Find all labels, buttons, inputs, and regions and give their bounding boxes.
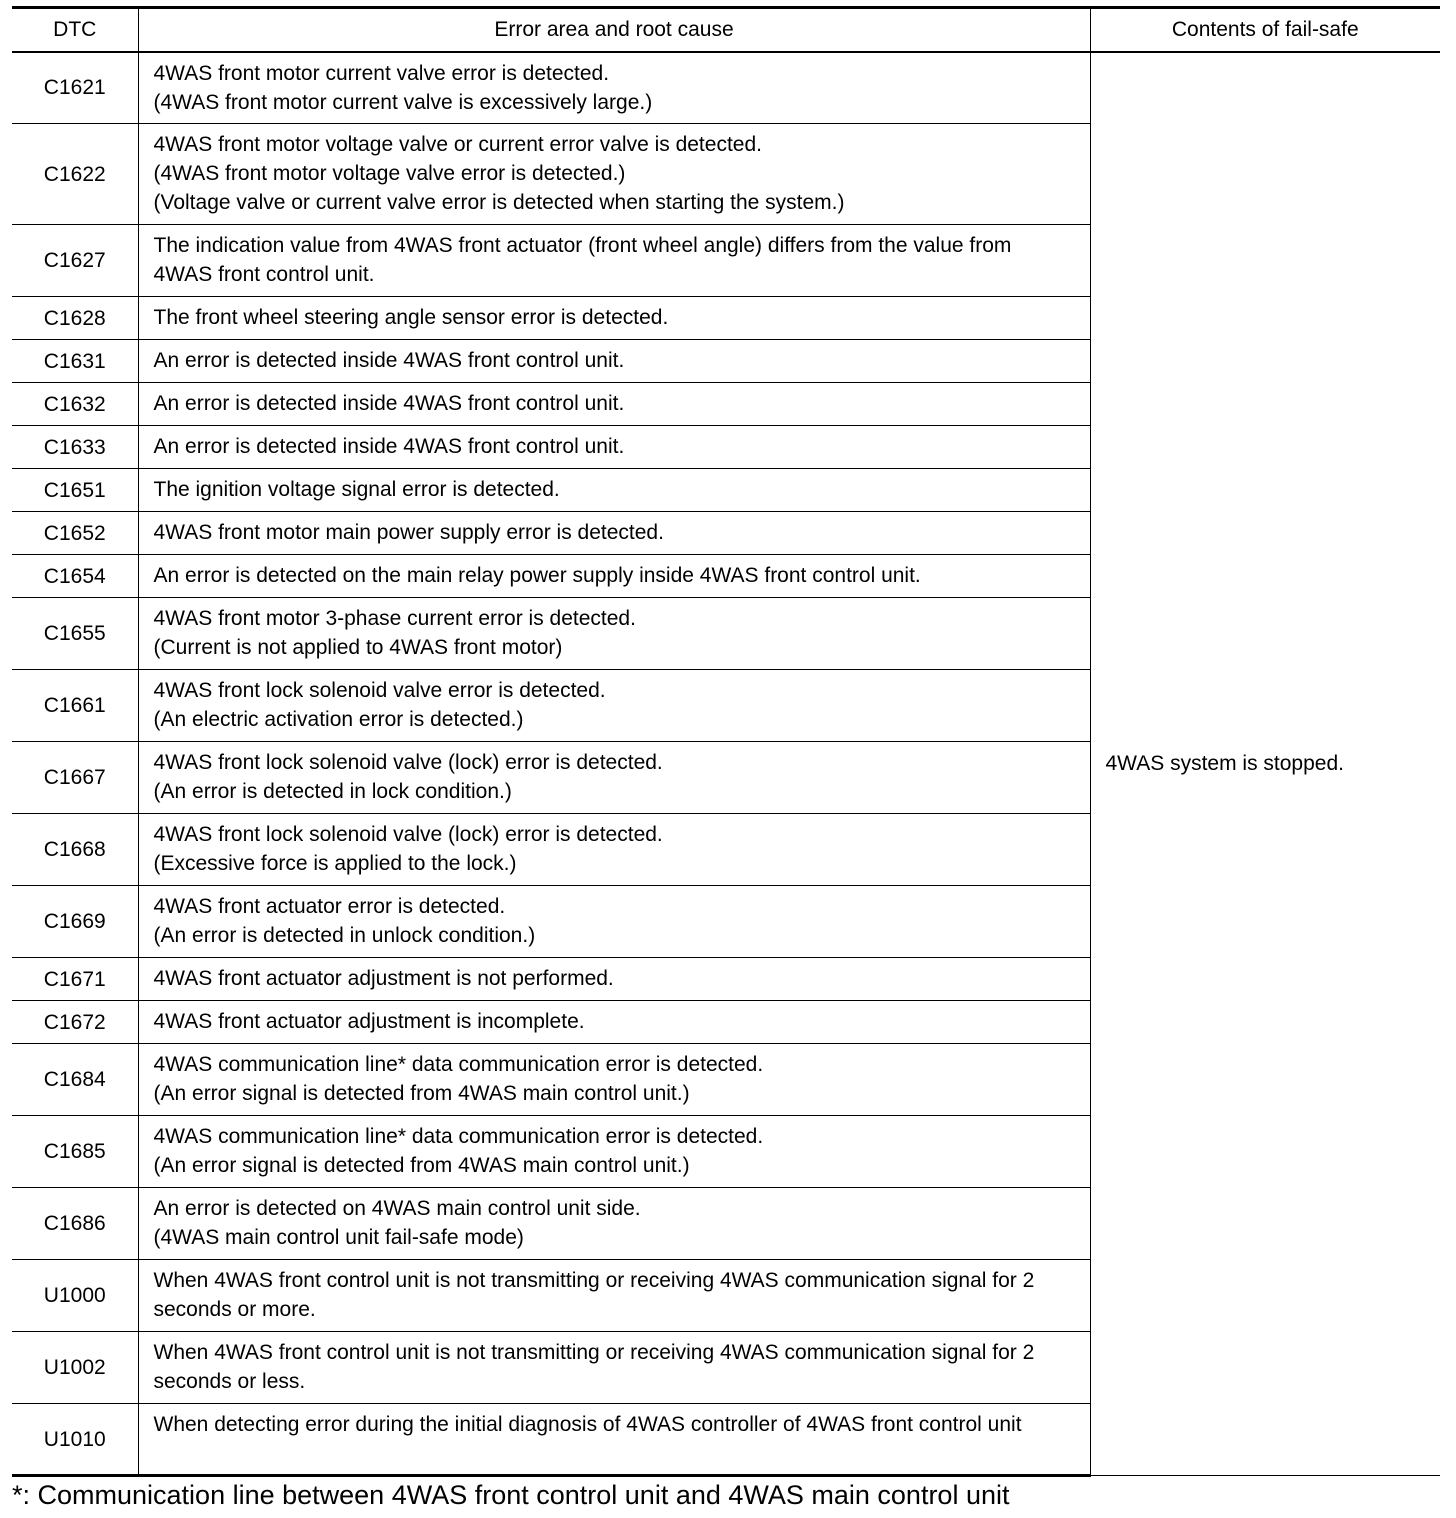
cause-line: 4WAS front motor main power supply error is detected.	[153, 521, 664, 544]
error-cause	[138, 1404, 1090, 1476]
dtc-code: U1010	[12, 1404, 138, 1476]
dtc-code: C1684	[12, 1044, 138, 1116]
header-fail-safe: Contents of fail-safe	[1090, 8, 1440, 52]
cause-line: (4WAS main control unit fail-safe mode)	[153, 1226, 524, 1249]
dtc-code: C1621	[12, 52, 138, 124]
dtc-code: C1627	[12, 225, 138, 297]
cause-line: 4WAS front lock solenoid valve (lock) error is detected.	[153, 751, 663, 774]
error-cause	[138, 426, 1090, 469]
table-header-row	[12, 8, 1440, 52]
error-cause	[138, 1332, 1090, 1404]
dtc-code: C1655	[12, 598, 138, 670]
cause-line: 4WAS front motor current valve error is detected.	[153, 61, 610, 85]
error-cause	[138, 225, 1090, 297]
error-cause	[138, 1188, 1090, 1260]
dtc-code: C1668	[12, 814, 138, 886]
cause-line: An error is detected on the main relay power supply inside 4WAS front control unit.	[153, 564, 921, 587]
cause-line: 4WAS front actuator adjustment is incomplete.	[153, 1010, 585, 1033]
cause-line: (4WAS front motor voltage valve error is detected.)	[153, 162, 626, 185]
footnote: *: Communication line between 4WAS front control unit and 4WAS main control unit	[12, 1480, 1010, 1510]
cause-line: (Voltage valve or current valve error is detected when starting the system.)	[153, 191, 845, 214]
cause-line: (Current is not applied to 4WAS front motor)	[153, 636, 563, 659]
document-page	[12, 6, 1440, 1477]
error-cause	[138, 598, 1090, 670]
cause-line: 4WAS communication line* data communication error is detected.	[153, 1053, 764, 1076]
cause-line: 4WAS communication line* data communication error is detected.	[153, 1125, 764, 1148]
error-cause	[138, 670, 1090, 742]
error-cause	[138, 340, 1090, 383]
dtc-code: C1686	[12, 1188, 138, 1260]
error-cause	[138, 958, 1090, 1001]
cause-line: (An error signal is detected from 4WAS main control unit.)	[153, 1082, 690, 1105]
dtc-code: U1000	[12, 1260, 138, 1332]
dtc-code: C1652	[12, 512, 138, 555]
cause-line: An error is detected inside 4WAS front control unit.	[153, 435, 625, 458]
cause-line: (An error is detected in lock condition.)	[153, 780, 512, 803]
error-cause	[138, 383, 1090, 426]
dtc-code: C1685	[12, 1116, 138, 1188]
error-cause	[138, 1044, 1090, 1116]
header-error-area: Error area and root cause	[138, 8, 1090, 52]
table-body	[12, 52, 1440, 1476]
cause-line: 4WAS front actuator adjustment is not performed.	[153, 967, 614, 990]
dtc-code: C1633	[12, 426, 138, 469]
table-row	[12, 52, 1440, 124]
dtc-code: C1669	[12, 886, 138, 958]
dtc-code: C1651	[12, 469, 138, 512]
dtc-code: C1667	[12, 742, 138, 814]
cause-line: When 4WAS front control unit is not transmitting or receiving 4WAS communication signal for 2 seconds or more.	[153, 1269, 1035, 1321]
error-cause	[138, 512, 1090, 555]
header-dtc: DTC	[12, 8, 138, 52]
fail-safe-content: 4WAS system is stopped.	[1090, 52, 1440, 1476]
error-cause	[138, 297, 1090, 340]
dtc-code: C1622	[12, 124, 138, 225]
dtc-code: C1661	[12, 670, 138, 742]
error-cause	[138, 124, 1090, 225]
dtc-code: C1632	[12, 383, 138, 426]
error-cause	[138, 886, 1090, 958]
error-cause	[138, 1116, 1090, 1188]
error-cause	[138, 814, 1090, 886]
dtc-table	[12, 6, 1440, 1477]
cause-line: 4WAS front lock solenoid valve error is detected.	[153, 679, 606, 702]
cause-line: (4WAS front motor current valve is excessively large.)	[153, 90, 653, 114]
error-cause	[138, 469, 1090, 512]
error-cause	[138, 52, 1090, 124]
cause-line: The indication value from 4WAS front actuator (front wheel angle) differs from the value from 4WAS front control unit.	[153, 234, 1012, 286]
cause-line: (An error is detected in unlock condition.)	[153, 924, 536, 947]
dtc-code: C1628	[12, 297, 138, 340]
dtc-code: C1672	[12, 1001, 138, 1044]
dtc-code: C1671	[12, 958, 138, 1001]
error-cause	[138, 1260, 1090, 1332]
cause-line: An error is detected inside 4WAS front control unit.	[153, 349, 625, 372]
cause-line: 4WAS front lock solenoid valve (lock) error is detected.	[153, 823, 663, 846]
dtc-code: C1654	[12, 555, 138, 598]
cause-line: 4WAS front motor voltage valve or current error valve is detected.	[153, 133, 762, 156]
cause-line: 4WAS front motor 3-phase current error is detected.	[153, 607, 636, 630]
dtc-code: U1002	[12, 1332, 138, 1404]
cause-line: The front wheel steering angle sensor error is detected.	[153, 306, 669, 329]
cause-line: An error is detected inside 4WAS front control unit.	[153, 392, 625, 415]
cause-line: An error is detected on 4WAS main control unit side.	[153, 1197, 641, 1220]
cause-line: (An electric activation error is detected.)	[153, 708, 524, 731]
cause-line: The ignition voltage signal error is detected.	[153, 478, 560, 501]
cause-line: 4WAS front actuator error is detected.	[153, 895, 506, 918]
cause-line: (An error signal is detected from 4WAS main control unit.)	[153, 1154, 690, 1177]
dtc-code: C1631	[12, 340, 138, 383]
cause-line: (Excessive force is applied to the lock.)	[153, 852, 517, 875]
cause-line: When detecting error during the initial diagnosis of 4WAS controller of 4WAS front control unit	[153, 1413, 1022, 1436]
cause-line: When 4WAS front control unit is not transmitting or receiving 4WAS communication signal for 2 seconds or less.	[153, 1341, 1035, 1393]
error-cause	[138, 555, 1090, 598]
error-cause	[138, 1001, 1090, 1044]
error-cause	[138, 742, 1090, 814]
